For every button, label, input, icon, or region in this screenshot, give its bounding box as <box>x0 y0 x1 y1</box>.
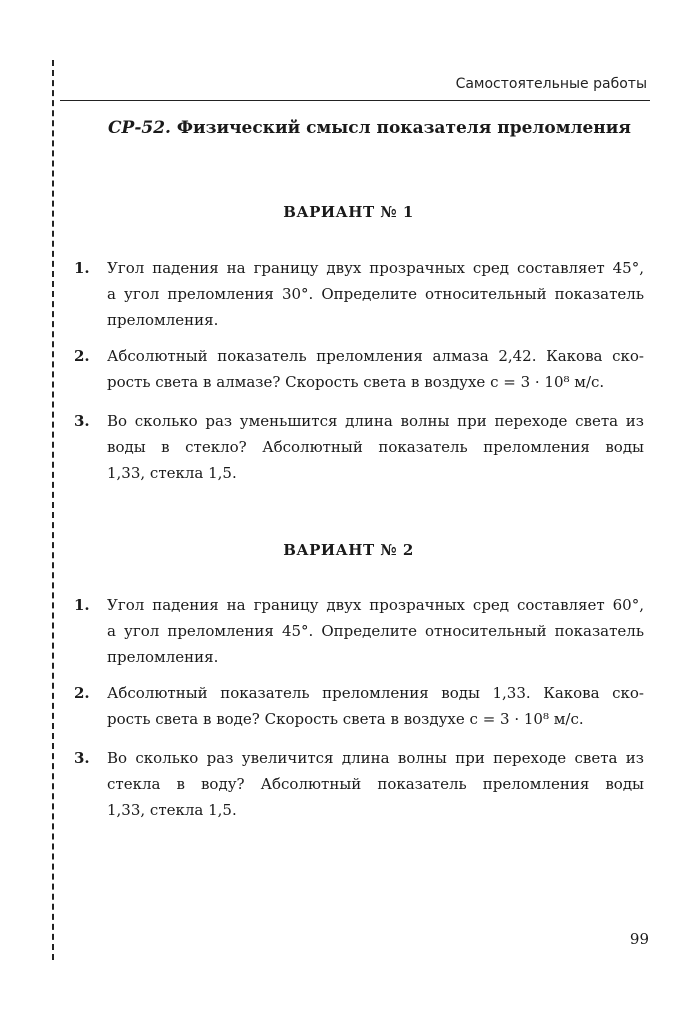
running-head-text: Самостоятельные работы <box>455 76 647 92</box>
binding-dashed-line <box>52 60 54 960</box>
problem-line: а угол преломления 45°. Определите относительный показатель <box>107 622 644 640</box>
variant-2-problem-2 <box>74 680 644 732</box>
problem-line: Угол падения на границу двух прозрачных сред составляет 45°, <box>107 259 644 277</box>
problem-line: рость света в воде? Скорость света в воздухе c = 3 · 10⁸ м/с. <box>107 710 584 728</box>
problem-line: а угол преломления 30°. Определите относительный показатель <box>107 285 644 303</box>
variant-1-heading: ВАРИАНТ № 1 <box>283 203 414 221</box>
problem-line: 1,33, стекла 1,5. <box>107 464 237 482</box>
problem-line: рость света в алмазе? Скорость света в воздухе c = 3 · 10⁸ м/с. <box>107 373 605 391</box>
variant-2-heading: ВАРИАНТ № 2 <box>283 541 414 559</box>
problem-number: 2. <box>74 347 90 365</box>
page-title <box>108 118 631 138</box>
problem-line: стекла в воду? Абсолютный показатель преломления воды <box>107 775 644 793</box>
problem-line: преломления. <box>107 648 219 666</box>
problem-number: 3. <box>74 749 90 767</box>
problem-number: 2. <box>74 684 90 702</box>
problem-number: 3. <box>74 412 90 430</box>
variant-1-problem-2 <box>74 343 644 395</box>
problem-number: 1. <box>74 596 90 614</box>
variant-1-problem-1 <box>74 255 644 333</box>
problem-line: Во сколько раз уменьшится длина волны при переходе света из <box>107 412 644 430</box>
title-code: СР-52. <box>108 118 171 138</box>
variant-1-problem-3 <box>74 408 644 486</box>
problem-line: воды в стекло? Абсолютный показатель преломления воды <box>107 438 644 456</box>
problem-line: преломления. <box>107 311 219 329</box>
variant-2-problem-1 <box>74 592 644 670</box>
page-number: 99 <box>629 930 649 948</box>
problem-line: Угол падения на границу двух прозрачных сред составляет 60°, <box>107 596 644 614</box>
problem-line: Во сколько раз увеличится длина волны при переходе света из <box>107 749 644 767</box>
running-header <box>60 74 650 101</box>
variant-2-problem-3 <box>74 745 644 823</box>
problem-line: Абсолютный показатель преломления воды 1,33. Какова ско- <box>107 684 644 702</box>
title-text: Физический смысл показателя преломления <box>176 118 631 138</box>
problem-line: Абсолютный показатель преломления алмаза 2,42. Какова ско- <box>107 347 644 365</box>
problem-number: 1. <box>74 259 90 277</box>
problem-line: 1,33, стекла 1,5. <box>107 801 237 819</box>
